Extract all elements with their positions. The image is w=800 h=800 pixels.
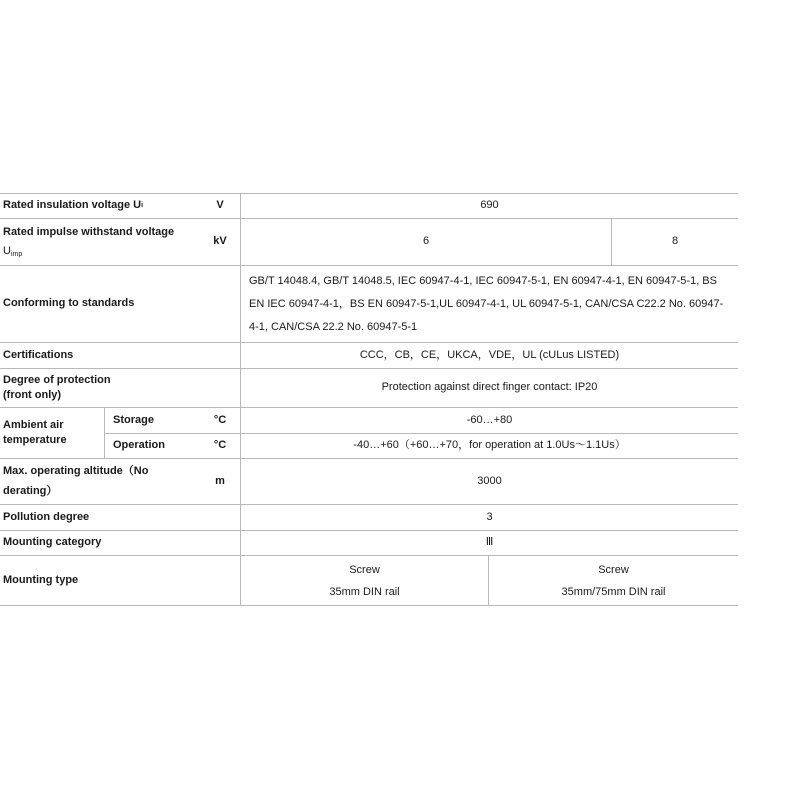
value-storage: -60…+80 bbox=[240, 408, 738, 433]
label-certifications: Certifications bbox=[3, 348, 74, 361]
unit-impulse-voltage: kV bbox=[213, 235, 227, 248]
label-altitude bbox=[0, 459, 200, 504]
mounting-a-line1: Screw bbox=[349, 563, 380, 576]
row-pollution-degree bbox=[0, 505, 738, 531]
label-line2: derating） bbox=[3, 484, 58, 497]
unit-operation: °C bbox=[213, 439, 227, 452]
value-protection: Protection against direct finger contact: IP20 bbox=[240, 369, 738, 407]
label-storage: Storage bbox=[113, 413, 154, 426]
row-impulse-voltage bbox=[0, 219, 738, 266]
unit-insulation-voltage: V bbox=[216, 199, 224, 212]
value-altitude: 3000 bbox=[240, 459, 738, 504]
value-pollution-degree: 3 bbox=[240, 505, 738, 530]
label-subscript: imp bbox=[10, 251, 23, 258]
mounting-a-line2: 35mm DIN rail bbox=[329, 585, 400, 598]
label-mounting-category: Mounting category bbox=[3, 536, 102, 549]
value-impulse-voltage-a: 6 bbox=[240, 219, 611, 265]
row-standards bbox=[0, 266, 738, 343]
unit-altitude: m bbox=[215, 474, 225, 487]
label-line1: Ambient air bbox=[3, 419, 64, 431]
value-mounting-type-b bbox=[488, 556, 738, 605]
row-certifications bbox=[0, 343, 738, 369]
unit-storage: °C bbox=[213, 413, 227, 426]
label-line1: Degree of protection bbox=[3, 374, 111, 386]
row-storage-temperature bbox=[105, 408, 738, 434]
label-text: Rated insulation voltage U bbox=[3, 199, 142, 212]
mounting-b-line1: Screw bbox=[598, 563, 629, 576]
label-standards: Conforming to standards bbox=[3, 297, 135, 310]
value-insulation-voltage: 690 bbox=[240, 194, 738, 218]
row-protection bbox=[0, 369, 738, 408]
value-impulse-voltage-b: 8 bbox=[611, 219, 738, 265]
row-insulation-voltage bbox=[0, 193, 738, 219]
label-operation: Operation bbox=[113, 439, 165, 452]
label-insulation-voltage bbox=[0, 194, 200, 218]
value-operation: -40…+60（+60…+70，for operation at 1.0Us～1.1Us） bbox=[240, 434, 738, 458]
value-certifications: CCC，CB，CE，UKCA，VDE，UL (cULus LISTED) bbox=[240, 343, 738, 368]
value-mounting-category: Ⅲ bbox=[240, 531, 738, 555]
label-ambient-temperature bbox=[0, 408, 105, 459]
label-protection bbox=[0, 369, 240, 407]
label-subscript: i bbox=[141, 201, 144, 209]
label-line2: U bbox=[3, 245, 11, 257]
row-altitude bbox=[0, 459, 738, 505]
label-line1: Rated impulse withstand voltage bbox=[3, 225, 175, 238]
label-line2: temperature bbox=[3, 434, 67, 446]
label-pollution-degree: Pollution degree bbox=[3, 510, 90, 523]
label-line1: Max. operating altitude（No bbox=[3, 465, 149, 478]
value-standards: GB/T 14048.4, GB/T 14048.5, IEC 60947-4-1, IEC 60947-5-1, EN 60947-4-1, EN 60947-5-1, BS EN IEC 60947-4-1，BS EN 60947-5-1,UL 60947-4-1, UL 60947-5-1, CAN/CSA C22.2 No. 60947-4-1, CAN/CSA 22.2 No. 60947-5-1 bbox=[240, 266, 738, 342]
mounting-b-line2: 35mm/75mm DIN rail bbox=[561, 585, 666, 598]
row-mounting-type bbox=[0, 556, 738, 606]
label-impulse-voltage bbox=[0, 219, 200, 265]
row-mounting-category bbox=[0, 531, 738, 556]
label-mounting-type: Mounting type bbox=[3, 573, 79, 586]
label-line2: (front only) bbox=[3, 389, 62, 401]
row-operation-temperature bbox=[105, 434, 738, 459]
value-mounting-type-a bbox=[240, 556, 488, 605]
